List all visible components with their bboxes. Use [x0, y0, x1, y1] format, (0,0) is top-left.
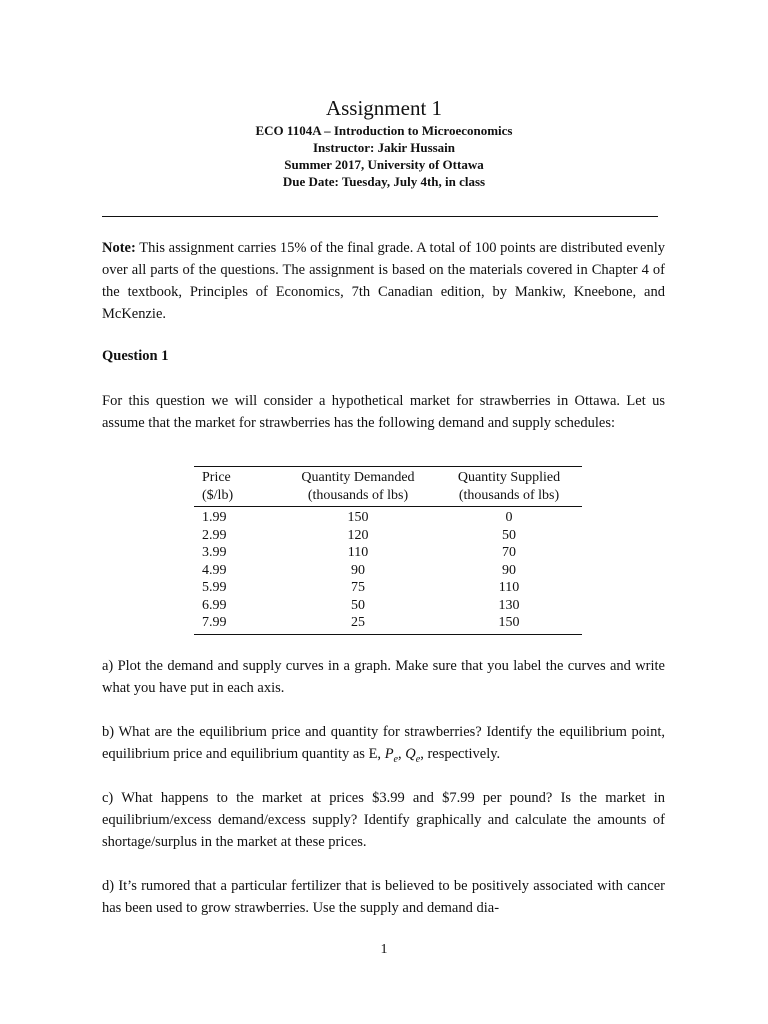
price-cell: 4.99	[202, 562, 227, 578]
price-cell: 6.99	[202, 597, 227, 613]
course-line: ECO 1104A – Introduction to Microeconomics	[255, 123, 513, 138]
due-date-line: Due Date: Tuesday, July 4th, in class	[282, 174, 486, 189]
part-b-tail: , respectively.	[420, 746, 501, 762]
qd-cell: 110	[347, 545, 369, 560]
price-cell: 3.99	[202, 545, 227, 560]
note-text: This assignment carries 15% of the final grade. A total of 100 points are distributed evenly over all parts of the questions. The assignment is based on the materials covered in Chapter 4 of the textbook, Principles of Economics, 7th Canadian edition, by Mankiw, Kneebone, and McKenzie.	[102, 240, 665, 322]
price-cell: 7.99	[194, 614, 280, 634]
part-d: d) It’s rumored that a particular fertilizer that is believed to be positively associated with cancer has been used to grow strawberries. Use the supply and demand dia-	[102, 878, 665, 916]
header-qs-unit: (thousands of lbs)	[436, 487, 582, 507]
part-a: a) Plot the demand and supply curves in a graph. Make sure that you label the curves and write what you have put in each axis.	[102, 658, 665, 696]
table-row	[194, 544, 582, 562]
qd-cell: 120	[347, 527, 369, 543]
header-qd: Quantity Demanded	[280, 467, 436, 487]
assignment-title: Assignment 1	[325, 96, 443, 120]
table-row	[194, 614, 582, 634]
header-qd-unit: (thousands of lbs)	[280, 487, 436, 507]
qe-symbol: Q	[405, 746, 416, 762]
qd-cell: 25	[280, 614, 436, 634]
qd-cell: 50	[351, 597, 365, 613]
table-row	[194, 527, 582, 545]
instructor-line: Instructor: Jakir Hussain	[312, 140, 456, 155]
qs-cell: 150	[436, 614, 582, 634]
part-b-sep: ,	[398, 746, 406, 762]
part-b-text: b) What are the equilibrium price and quantity for strawberries? Identify the equilibrium point, equilibrium price and equilibrium quantity as E,	[102, 724, 665, 762]
pe-symbol: P	[384, 746, 394, 762]
qs-cell: 70	[502, 545, 516, 560]
header-price: Price	[194, 467, 280, 487]
price-cell: 1.99	[202, 510, 227, 525]
pe-subscript: e	[393, 753, 398, 765]
qs-cell: 110	[498, 580, 520, 595]
question-1-intro: For this question we will consider a hypothetical market for strawberries in Ottawa. Let us assume that the market for strawberries has the following demand and supply schedules:	[102, 393, 665, 431]
table-row	[194, 597, 582, 615]
table-row	[194, 579, 582, 597]
part-b	[102, 721, 665, 771]
question-1-heading: Question 1	[102, 348, 169, 364]
qs-cell: 50	[502, 527, 516, 543]
price-cell: 2.99	[202, 527, 227, 543]
table-header-row-units	[194, 487, 582, 507]
table-row	[194, 507, 582, 527]
part-c: c) What happens to the market at prices $3.99 and $7.99 per pound? Is the market in equilibrium/excess demand/excess supply? Identify graphically and calculate the amounts of shortage/surplus in the market at these prices.	[102, 790, 665, 850]
term-line: Summer 2017, University of Ottawa	[284, 157, 484, 172]
header-price-unit: ($/lb)	[194, 487, 280, 507]
qs-cell: 0	[505, 510, 513, 525]
header-qs: Quantity Supplied	[436, 467, 582, 487]
qs-cell: 90	[502, 562, 516, 578]
note-paragraph	[102, 237, 665, 325]
qs-cell: 130	[498, 597, 520, 613]
header-divider	[102, 216, 658, 217]
qe-subscript: e	[415, 753, 421, 765]
qd-cell: 90	[351, 562, 365, 578]
price-cell: 5.99	[202, 580, 227, 595]
page-number: 1	[380, 942, 388, 957]
table-row	[194, 562, 582, 580]
qd-cell: 150	[347, 510, 369, 525]
qd-cell: 75	[351, 580, 365, 595]
demand-supply-table	[194, 466, 582, 635]
table-header-row	[194, 467, 582, 487]
note-label: Note:	[102, 240, 136, 256]
